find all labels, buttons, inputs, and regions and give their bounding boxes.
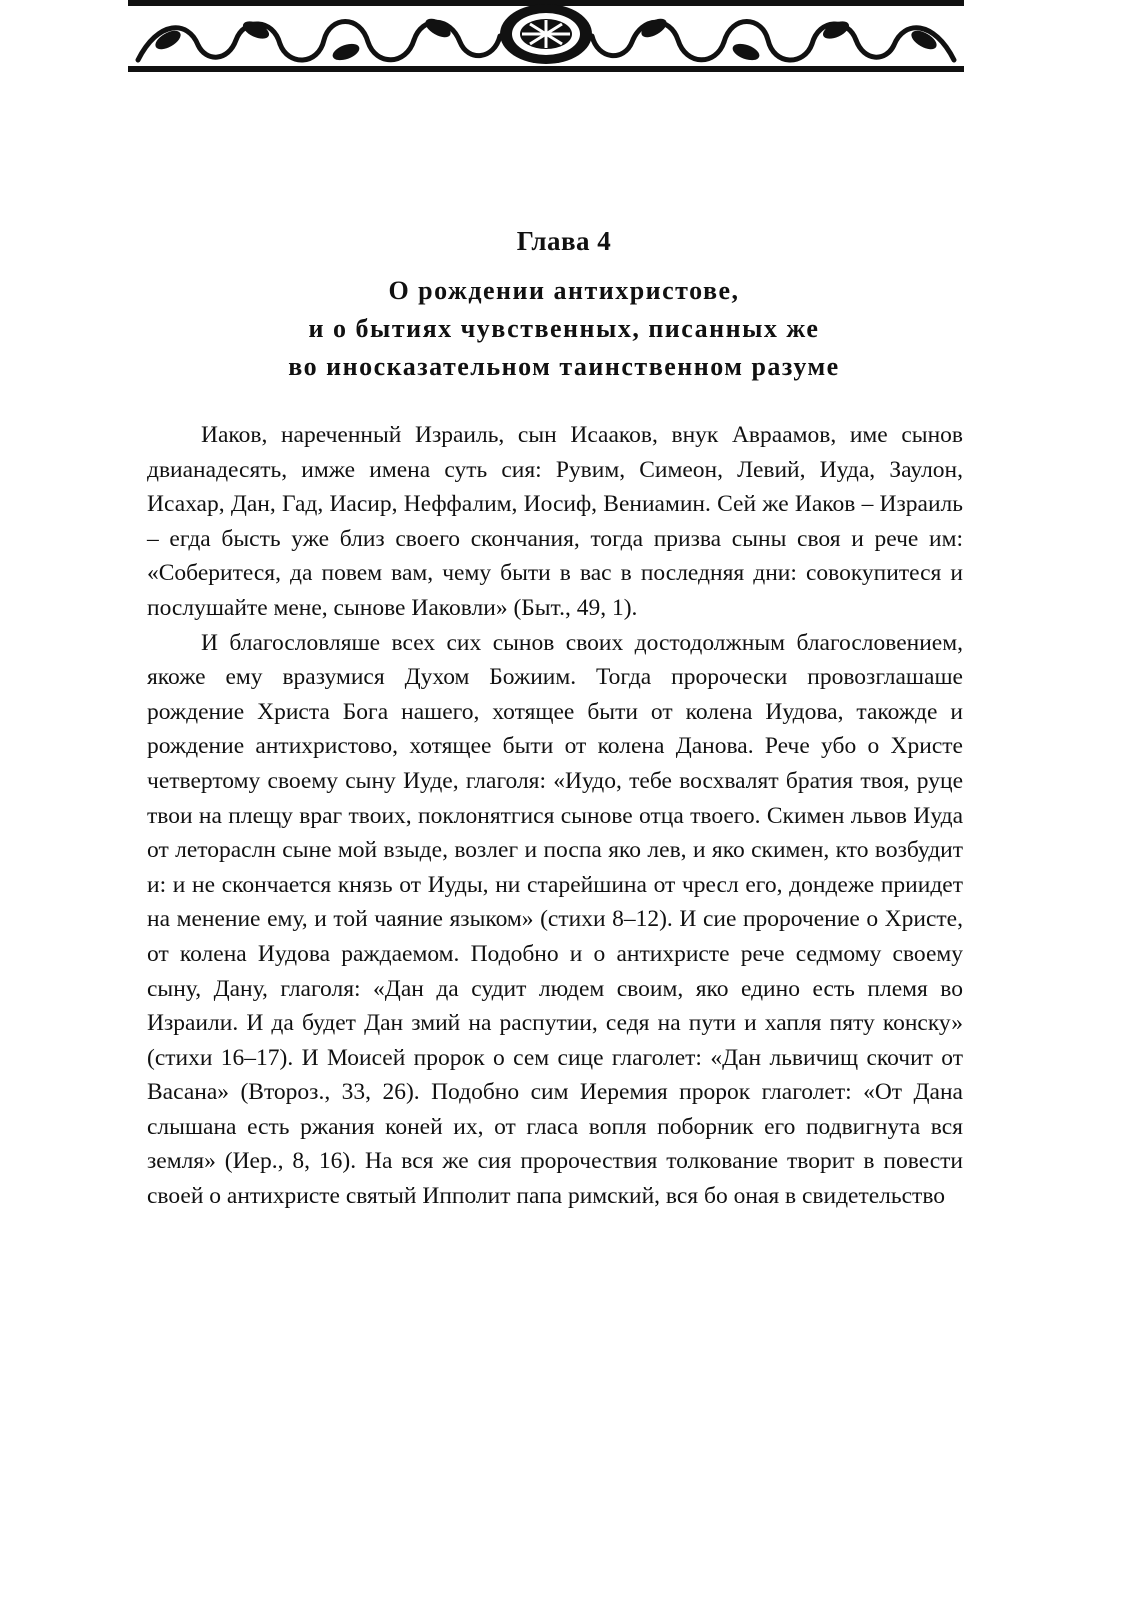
body-text xyxy=(147,418,963,1214)
paragraph-2: И благословляше всех сих сынов своих достодолжным благословением, якоже ему вразумися Духом Божиим. Тогда пророчески провозглашаше рождение Христа Бога нашего, хотящее быти от колена Иудова, такожде и рождение антихристово, хотящее быти от колена Данова. Рече убо о Христе четвертому своему сыну Иуде, глаголя: «Иудо, тебе восхвалят братия твоя, руце твои на плещу враг твоих, поклонятгися сынове отца твоего. Скимен львов Иуда от летораслн сыне мой взыде, возлег и поспа яко лев, и яко скимен, кто возбудит и: и не скончается князь от Иуды, ни старейшина от чресл его, дондеже приидет на менение ему, и той чаяние языком» (стихи 8–12). И сие пророчение о Христе, от колена Иудова раждаемом. Подобно и о антихристе рече седмому своему сыну, Дану, глаголя: «Дан да судит людем своим, яко едино есть племя во Израили. И да будет Дан змий на распутии, седя на пути и хапля пяту конску» (стихи 16–17). И Моисей пророк о сем сице глаголет: «Дан львичищ скочит от Васана» (Второз., 33, 26). Подобно сим Иеремия пророк глаголет: «От Дана слышана есть ржания коней их, от гласа вопля поборник его подвигнута вся земля» (Иер., 8, 16). На вся же сия пророчествия толкование творит в повести своей о антихристе святый Ипполит папа римский, вся бо оная в свидетельство xyxy=(147,629,963,1210)
paragraph-1: Иаков, нареченный Израиль, сын Исааков, внук Авраамов, име сынов двианадесять, имже имена суть сия: Рувим, Симеон, Левий, Иуда, Заулон, Исахар, Дан, Гад, Иасир, Неффалим, Иосиф, Вениамин. Сей же Иаков – Израиль – егда бысть уже близ своего скончания, тогда призва сыны своя и рече им: «Соберитеся, да повем вам, чему быти в вас в последняя дни: совокупитеся и послушайте мене, сынове Иаковли» (Быт., 49, 1). xyxy=(147,422,963,621)
floral-ornament-band-icon xyxy=(128,0,964,76)
chapter-title-line-3: во иносказательном таинственном разуме xyxy=(288,352,840,381)
chapter-label: Глава 4 xyxy=(516,226,612,256)
ornament-svg xyxy=(128,0,964,76)
chapter-title-line-1: О рождении антихристове, xyxy=(388,276,740,305)
ornament-bottom-rule xyxy=(128,66,964,72)
chapter-title xyxy=(0,272,1128,386)
ornament-center-medallion xyxy=(500,4,592,64)
chapter-title-line-2: и о бытиях чувственных, писанных же xyxy=(308,314,820,343)
